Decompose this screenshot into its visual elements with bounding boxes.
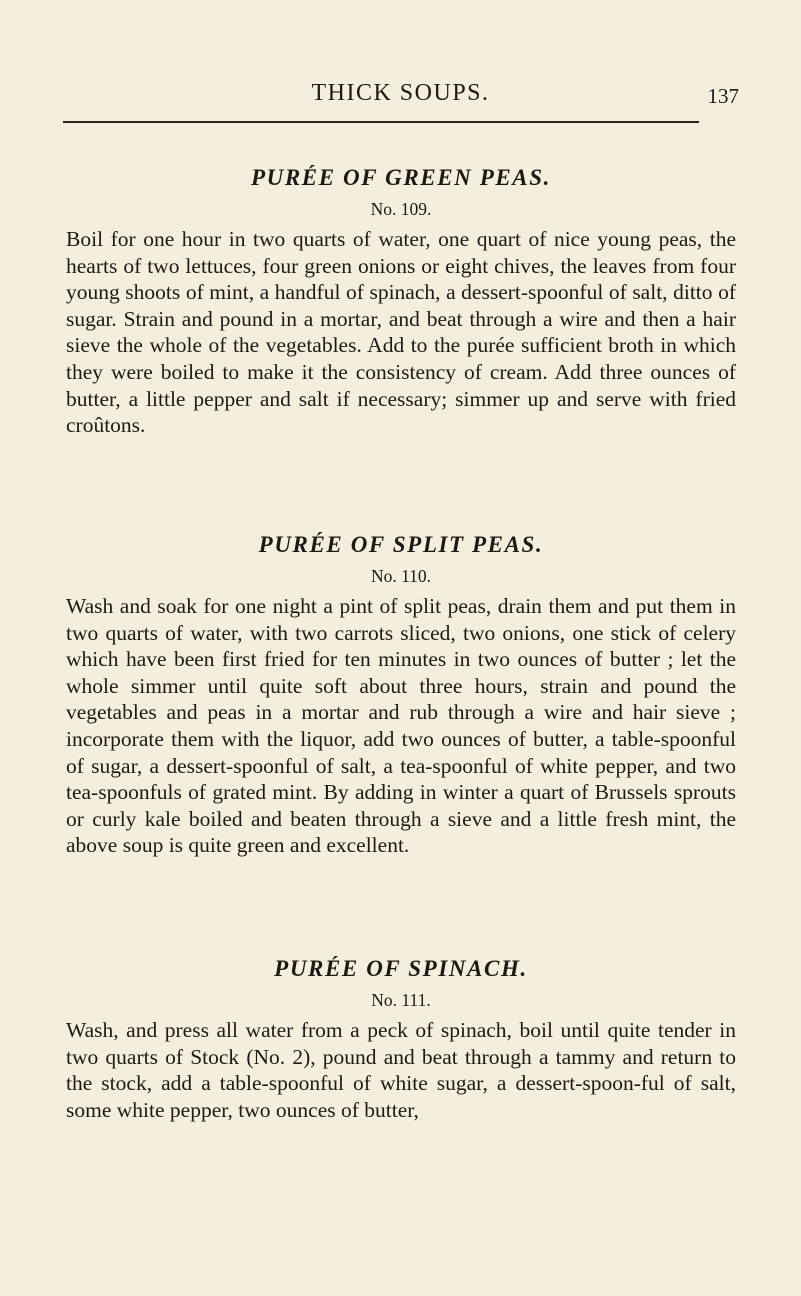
recipe-title: PURÉE OF SPLIT PEAS.: [258, 532, 544, 557]
recipe-section: [66, 532, 736, 859]
recipe-text: Boil for one hour in two quarts of water, one quart of nice young peas, the hearts of two lettuces, four green onions or eight chives, the leaves from four young shoots of mint, a handful of spinach, a dessert-spoonful of salt, ditto of sugar. Strain and pound in a mortar, and beat through a wire and then a hair sieve the whole of the vegetables. Add to the purée sufficient broth in which they were boiled to make it the consistency of cream. Add three ounces of butter, a little pepper and salt if necessary; simmer up and serve with fried croûtons.: [66, 227, 736, 438]
recipe-number: No. 109.: [370, 199, 432, 219]
recipe-title: PURÉE OF SPINACH.: [274, 956, 528, 981]
recipe-section: [66, 956, 736, 1123]
recipe-number: No. 110.: [370, 566, 432, 586]
page-number: 137: [707, 84, 739, 108]
recipe-title: PURÉE OF GREEN PEAS.: [251, 165, 551, 190]
recipe-text: Wash, and press all water from a peck of spinach, boil until quite tender in two quarts of Stock (No. 2), pound and beat through a tammy and return to the stock, add a table-spoonful of white sugar, a dessert-spoon-ful of salt, some white pepper, two ounces of butter,: [66, 1018, 736, 1122]
header-rule: [63, 121, 699, 123]
recipe-text: Wash and soak for one night a pint of split peas, drain them and put them in two quarts of water, with two carrots sliced, two onions, one stick of celery which have been first fried for ten minutes in two ounces of butter ; let the whole simmer until quite soft about three hours, strain and pound the vegetables and peas in a mortar and rub through a wire and hair sieve ; incorporate them with the liquor, add two ounces of butter, a table-spoonful of sugar, a dessert-spoonful of salt, a tea-spoonful of white pepper, and two tea-spoonfuls of grated mint. By adding in winter a quart of Brussels sprouts or curly kale boiled and beaten through a sieve and a little fresh mint, the above soup is quite green and excellent.: [66, 594, 736, 858]
recipe-section: [66, 165, 736, 439]
recipe-number: No. 111.: [371, 990, 431, 1010]
running-title: THICK SOUPS.: [311, 80, 490, 106]
